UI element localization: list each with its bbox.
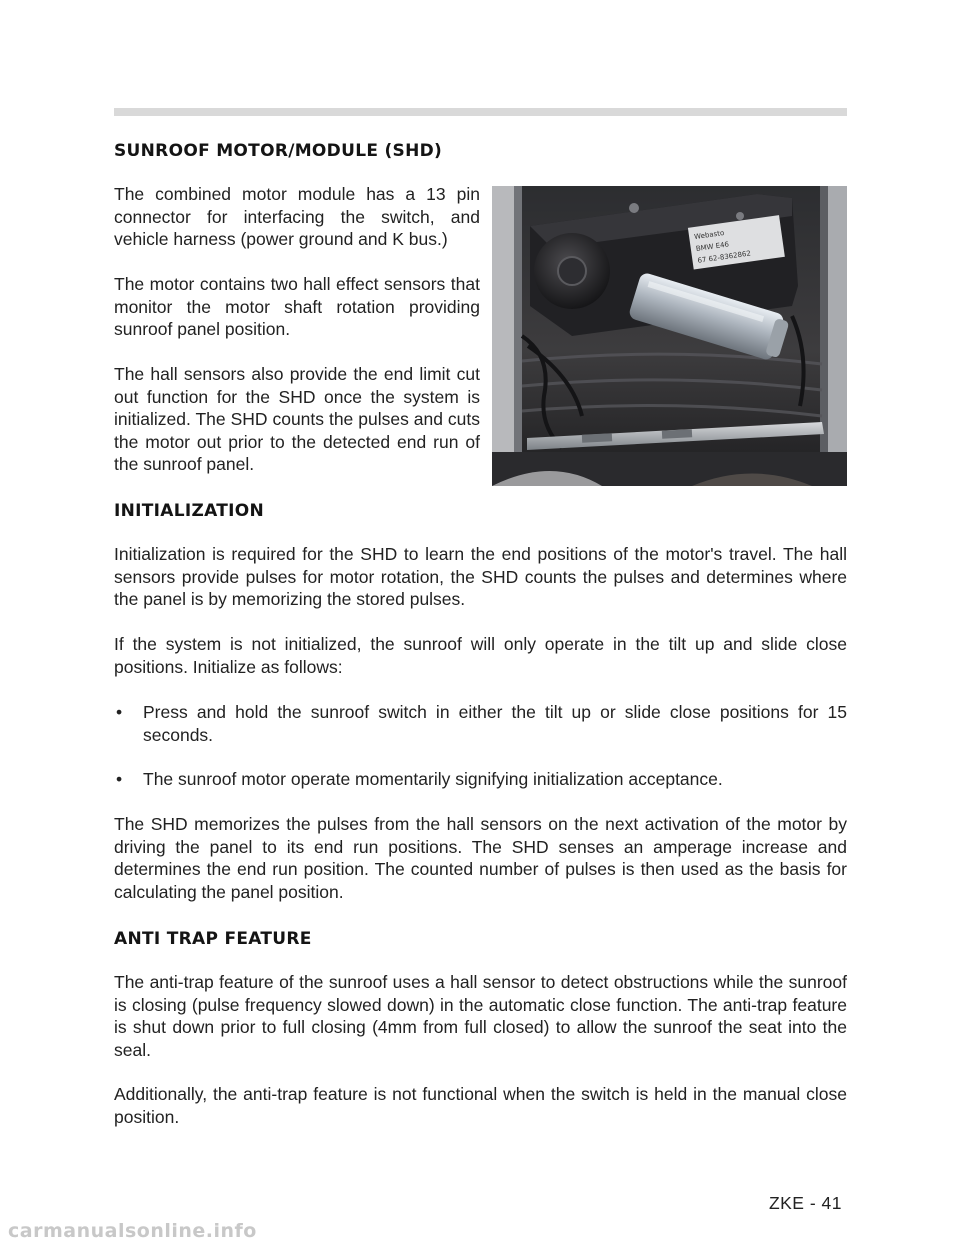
header-rule xyxy=(114,108,847,116)
page-number: ZKE - 41 xyxy=(768,1193,842,1213)
sunroof-paragraph-end-limit: The hall sensors also provide the end limit cut out function for the SHD once the system is initialized. The SHD counts the pulses and cuts the motor out prior to the detected end run of the sunroof panel. xyxy=(114,364,480,474)
bullet-icon: • xyxy=(116,702,123,722)
initialization-step-1 xyxy=(114,701,847,746)
heading-initialization: INITIALIZATION xyxy=(114,501,265,521)
initialization-step-2-text: The sunroof motor operate momentarily signifying initialization acceptance. xyxy=(143,769,723,789)
heading-sunroof-motor-module: SUNROOF MOTOR/MODULE (SHD) xyxy=(114,141,443,161)
photo-label-line-3: 67 62-8362862 xyxy=(697,249,752,265)
anti-trap-paragraph-hall-sensor: The anti-trap feature of the sunroof uses a hall sensor to detect obstructions while the sunroof is closing (pulse frequency slowed down) in the automatic close function. The anti-trap feature is shut down prior to full closing (4mm from full closed) to allow the sunroof the seat into the seal. xyxy=(114,972,847,1060)
sunroof-paragraph-hall-sensors: The motor contains two hall effect sensors that monitor the motor shaft rotation providing sunroof panel position. xyxy=(114,274,480,339)
heading-anti-trap-feature: ANTI TRAP FEATURE xyxy=(114,929,312,949)
sunroof-motor-photo xyxy=(492,186,847,486)
initialization-step-2 xyxy=(114,768,847,791)
photo-label-line-1: Webasto xyxy=(693,228,725,242)
initialization-step-1-text: Press and hold the sunroof switch in either the tilt up or slide close positions for 15 seconds. xyxy=(143,702,847,745)
initialization-paragraph-learn: Initialization is required for the SHD to learn the end positions of the motor's travel. The hall sensors provide pulses for motor rotation, the SHD counts the pulses and determines where the panel is by memorizing the stored pulses. xyxy=(114,544,847,609)
watermark: carmanualsonline.info xyxy=(8,1220,257,1242)
initialization-paragraph-memorize: The SHD memorizes the pulses from the hall sensors on the next activation of the motor by driving the panel to its end run positions. The SHD senses an amperage increase and determines the end run position. The counted number of pulses is then used as the basis for calculating the panel position. xyxy=(114,814,847,902)
photo-label-line-2: BMW E46 xyxy=(695,240,730,253)
sunroof-paragraph-connector: The combined motor module has a 13 pin connector for interfacing the switch, and vehicle harness (power ground and K bus.) xyxy=(114,184,480,249)
anti-trap-paragraph-manual-close: Additionally, the anti-trap feature is not functional when the switch is held in the manual close position. xyxy=(114,1084,847,1127)
bullet-icon: • xyxy=(116,769,123,789)
initialization-paragraph-not-initialized: If the system is not initialized, the sunroof will only operate in the tilt up and slide close positions. Initialize as follows: xyxy=(114,634,847,677)
